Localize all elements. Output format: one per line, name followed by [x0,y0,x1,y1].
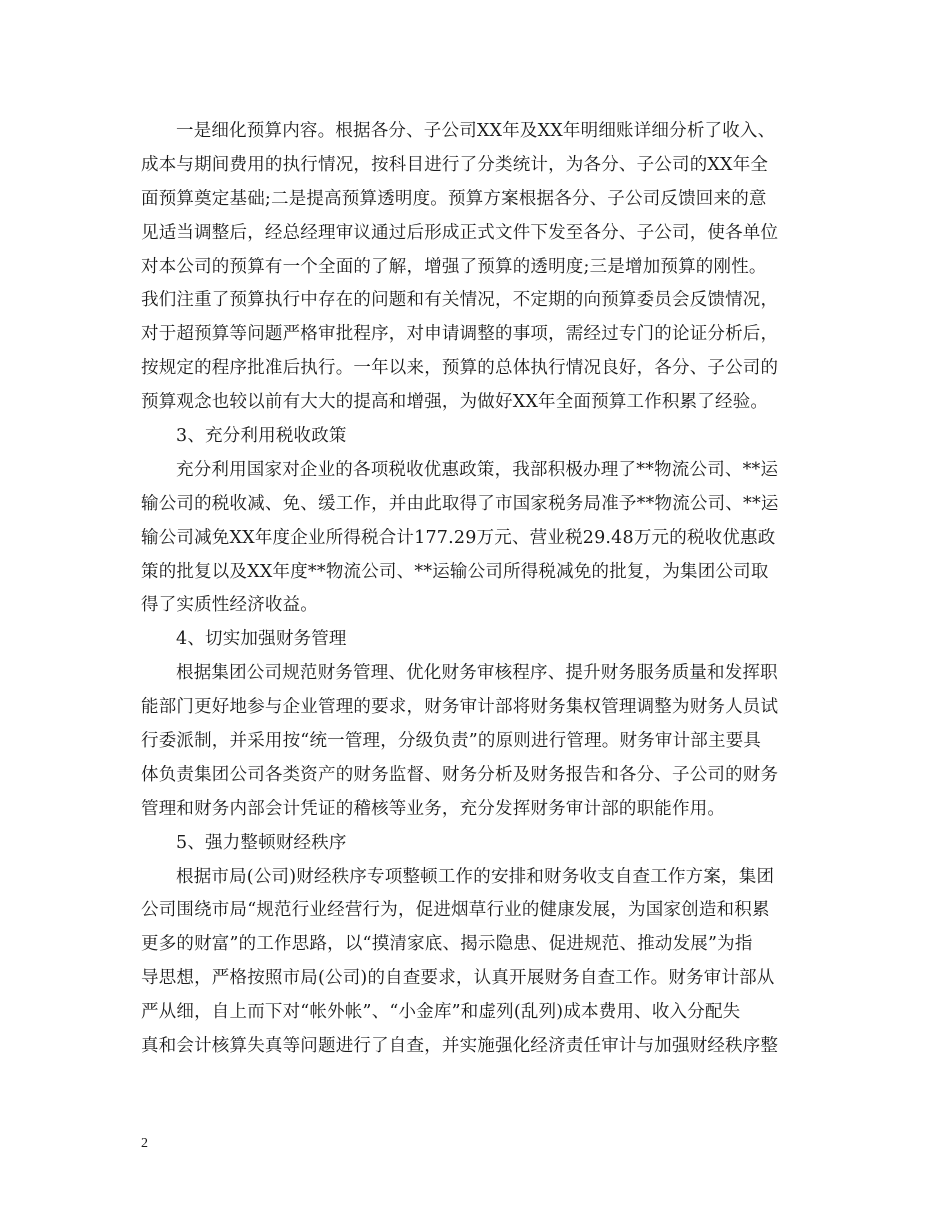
text-line: 输公司的税收减、免、缓工作，并由此取得了市国家税务局准予**物流公司、**运 [141,493,779,514]
text-line: 输公司减免XX年度企业所得税合计177.29万元、营业税29.48万元的税收优惠政 [141,527,776,548]
page-number: 2 [141,1136,148,1151]
text-line: 导思想，严格按照市局(公司)的自查要求，认真开展财务自查工作。财务审计部从 [141,968,775,989]
text-line: 一是细化预算内容。根据各分、子公司XX年及XX年明细账详细分析了收入、 [176,121,776,141]
body-text [141,115,813,1064]
text-line: 体负责集团公司各类资产的财务监督、财务分析及财务报告和各分、子公司的财务 [141,764,779,785]
text-line: 成本与期间费用的执行情况，按科目进行了分类统计，为各分、子公司的XX年全 [141,154,769,175]
text-line: 根据集团公司规范财务管理、优化财务审核程序、提升财务服务质量和发挥职 [176,663,778,684]
text-line: 严从细，自上而下对“帐外帐”、“小金库”和虚列(乱列)成本费用、收入分配失 [141,1002,741,1023]
text-line: 行委派制，并采用按“统一管理，分级负责”的原则进行管理。财务审计部主要具 [141,731,762,752]
text-line: 3、充分利用税收政策 [176,426,347,447]
text-line: 真和会计核算失真等问题进行了自查，并实施强化经济责任审计与加强财经秩序整 [141,1036,779,1057]
text-line: 我们注重了预算执行中存在的问题和有关情况，不定期的向预算委员会反馈情况， [141,290,779,311]
text-line: 见适当调整后，经总经理审议通过后形成正式文件下发至各分、子公司，使各单位 [141,222,779,243]
text-line: 策的批复以及XX年度**物流公司、**运输公司所得税减免的批复，为集团公司取 [141,561,769,582]
text-line: 预算观念也较以前有大大的提高和增强，为做好XX年全面预算工作积累了经验。 [141,392,769,413]
text-line: 5、强力整顿财经秩序 [176,832,347,853]
text-line: 能部门更好地参与企业管理的要求，财务审计部将财务集权管理调整为财务人员试 [141,697,779,718]
text-line: 4、切实加强财务管理 [176,629,347,650]
text-line: 管理和财务内部会计凭证的稽核等业务，充分发挥财务审计部的职能作用。 [141,798,726,819]
text-line: 更多的财富”的工作思路，以“摸清家底、揭示隐患、促进规范、推动发展”为指 [141,934,753,955]
text-line: 充分利用国家对企业的各项税收优惠政策，我部积极办理了**物流公司、**运 [176,459,779,480]
text-line: 面预算奠定基础;二是提高预算透明度。预算方案根据各分、子公司反馈回来的意 [141,188,767,209]
text-line: 对本公司的预算有一个全面的了解，增强了预算的透明度;三是增加预算的刚性。 [141,256,767,277]
text-line: 根据市局(公司)财经秩序专项整顿工作的安排和财务收支自查工作方案，集团 [176,866,775,887]
text-line: 对于超预算等问题严格审批程序，对申请调整的事项，需经过专门的论证分析后， [141,324,779,345]
text-line: 按规定的程序批准后执行。一年以来，预算的总体执行情况良好，各分、子公司的 [141,358,779,379]
text-line: 得了实质性经济收益。 [141,595,318,616]
text-line: 公司围绕市局“规范行业经营行为，促进烟草行业的健康发展，为国家创造和积累 [141,900,770,921]
